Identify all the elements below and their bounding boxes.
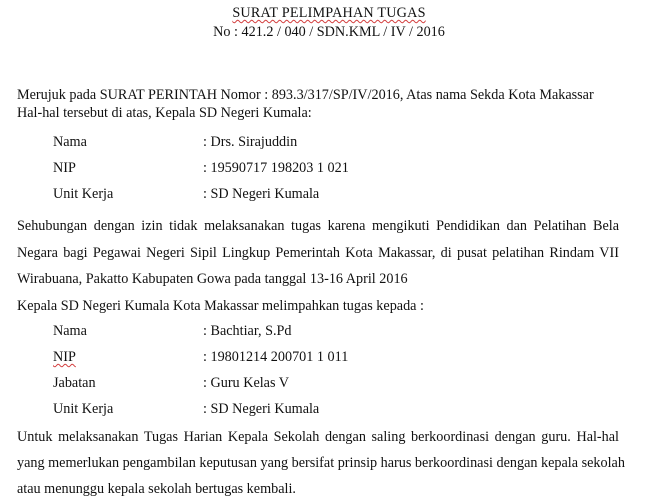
delegate-position-value: : Guru Kelas V xyxy=(203,375,290,391)
delegate-nip-value: : 19801214 200701 1 011 xyxy=(203,349,349,365)
reason-line-1: Sehubungan dengan izin tidak melaksanakan tugas karena mengikuti Pendidikan dan Pelatihan Bela xyxy=(17,218,619,234)
delegate-unit-value: : SD Negeri Kumala xyxy=(203,401,320,417)
delegator-name-value: : Drs. Sirajuddin xyxy=(203,134,298,150)
delegate-position-label: Jabatan xyxy=(53,375,96,391)
letter-number: No : 421.2 / 040 / SDN.KML / IV / 2016 xyxy=(213,24,445,40)
letter-title: SURAT PELIMPAHAN TUGAS xyxy=(232,5,426,21)
intro-line-1: Merujuk pada SURAT PERINTAH Nomor : 893.3/317/SP/IV/2016, Atas nama Sekda Kota Makassar xyxy=(17,87,594,103)
closing-line-3: atau menunggu kepala sekolah bertugas kembali. xyxy=(17,481,296,497)
intro-line-2: Hal-hal tersebut di atas, Kepala SD Negeri Kumala: xyxy=(17,105,312,121)
delegator-unit-value: : SD Negeri Kumala xyxy=(203,186,320,202)
closing-line-1: Untuk melaksanakan Tugas Harian Kepala Sekolah dengan saling berkoordinasi dengan guru. Hal-hal xyxy=(17,429,619,445)
delegator-name-label: Nama xyxy=(53,134,87,150)
delegate-nip-label: NIP xyxy=(53,349,76,365)
delegator-unit-label: Unit Kerja xyxy=(53,186,114,202)
reason-line-2: Negara bagi Pegawai Negeri Sipil Lingkup Pemerintah Kota Makassar, di pusat pelatihan Rindam VII xyxy=(17,245,619,261)
delegator-nip-label: NIP xyxy=(53,160,76,176)
closing-line-2: yang memerlukan pengambilan keputusan yang bersifat prinsip harus berkoordinasi dengan kepala sekolah xyxy=(17,455,625,471)
delegate-name-label: Nama xyxy=(53,323,87,339)
delegator-nip-value: : 19590717 198203 1 021 xyxy=(203,160,349,176)
reason-line-3: Wirabuana, Pakatto Kabupaten Gowa pada tanggal 13-16 April 2016 xyxy=(17,271,408,287)
delegate-unit-label: Unit Kerja xyxy=(53,401,114,417)
reason-line-4: Kepala SD Negeri Kumala Kota Makassar melimpahkan tugas kepada : xyxy=(17,298,424,314)
delegate-name-value: : Bachtiar, S.Pd xyxy=(203,323,292,339)
